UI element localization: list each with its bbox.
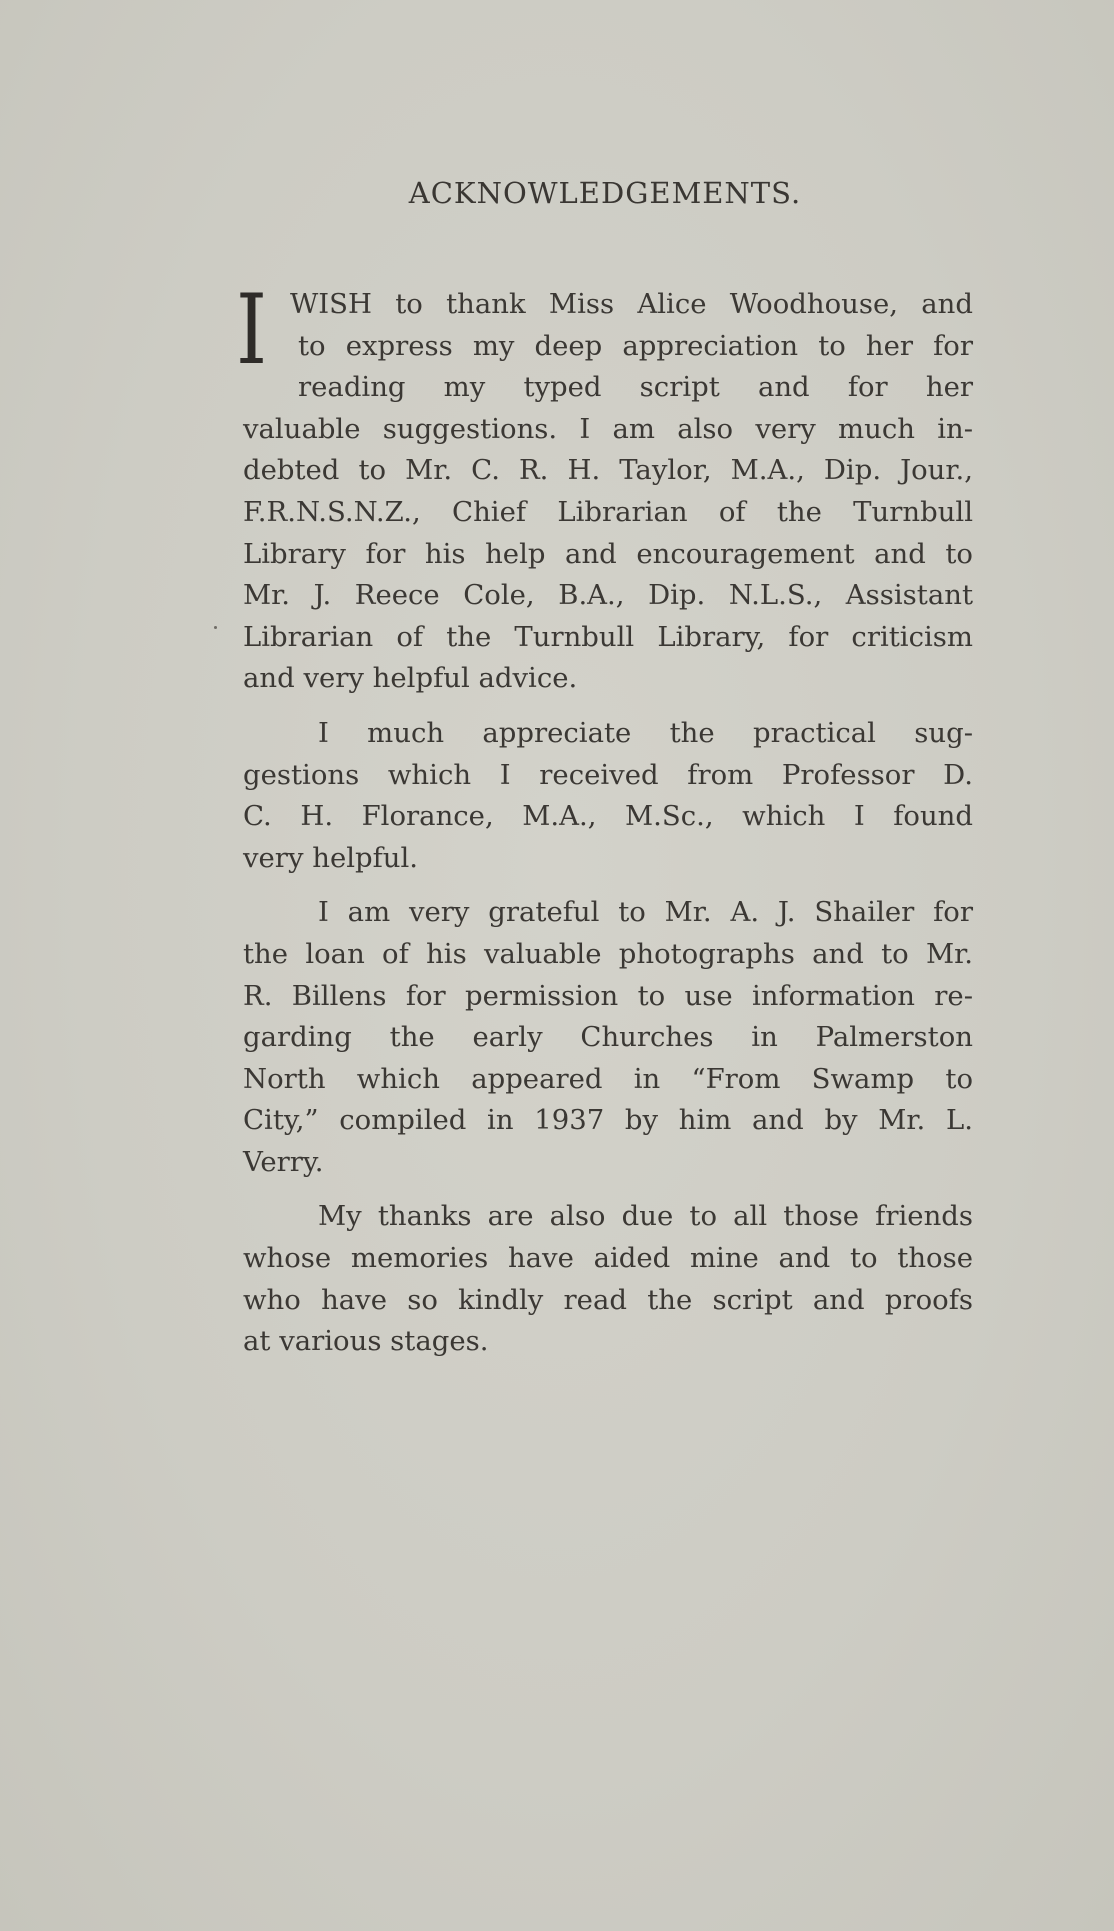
paragraph-2 <box>243 713 973 879</box>
text-line: Librarian of the Turnbull Library, for criticism <box>243 620 973 653</box>
text-line: I much appreciate the practical sug- <box>318 716 973 749</box>
text-line: My thanks are also due to all those friends <box>318 1200 973 1233</box>
drop-cap: I <box>236 274 268 386</box>
text-line: R. Billens for permission to use information re- <box>243 979 973 1012</box>
text-line: F.R.N.S.N.Z., Chief Librarian of the Turnbull <box>243 495 973 528</box>
paragraph-1 <box>243 284 973 700</box>
text-line: Verry. <box>243 1145 324 1178</box>
text-line: WISH to thank Miss Alice Woodhouse, and <box>290 288 973 320</box>
text-line: Mr. J. Reece Cole, B.A., Dip. N.L.S., Assistant <box>243 579 973 612</box>
text-line: Library for his help and encouragement and to <box>243 537 973 570</box>
text-line: garding the early Churches in Palmerston <box>243 1021 973 1054</box>
text-line: reading my typed script and for her <box>298 371 973 404</box>
text-line: who have so kindly read the script and proofs <box>243 1283 973 1316</box>
text-line: I am very grateful to Mr. A. J. Shailer for <box>318 896 973 929</box>
paragraph-3 <box>243 892 973 1183</box>
text-line: very helpful. <box>243 841 419 874</box>
acknowledgements-body <box>243 284 973 1376</box>
paragraph-4 <box>243 1196 973 1362</box>
text-line: the loan of his valuable photographs and to Mr. <box>243 937 973 970</box>
text-line: North which appeared in “From Swamp to <box>243 1062 973 1095</box>
text-line: and very helpful advice. <box>243 662 578 695</box>
text-line: to express my deep appreciation to her for <box>298 329 973 362</box>
text-line: gestions which I received from Professor D. <box>243 758 973 791</box>
text-line: C. H. Florance, M.A., M.Sc., which I found <box>243 800 973 833</box>
text-line: at various stages. <box>243 1325 489 1358</box>
text-line: valuable suggestions. I am also very much in- <box>243 412 973 445</box>
page-title: ACKNOWLEDGEMENTS. <box>408 176 802 210</box>
text-line: City,” compiled in 1937 by him and by Mr. L. <box>243 1104 973 1137</box>
text-line: whose memories have aided mine and to those <box>243 1242 973 1275</box>
paper-speck <box>214 626 217 629</box>
text-line: debted to Mr. C. R. H. Taylor, M.A., Dip. Jour., <box>243 454 973 487</box>
